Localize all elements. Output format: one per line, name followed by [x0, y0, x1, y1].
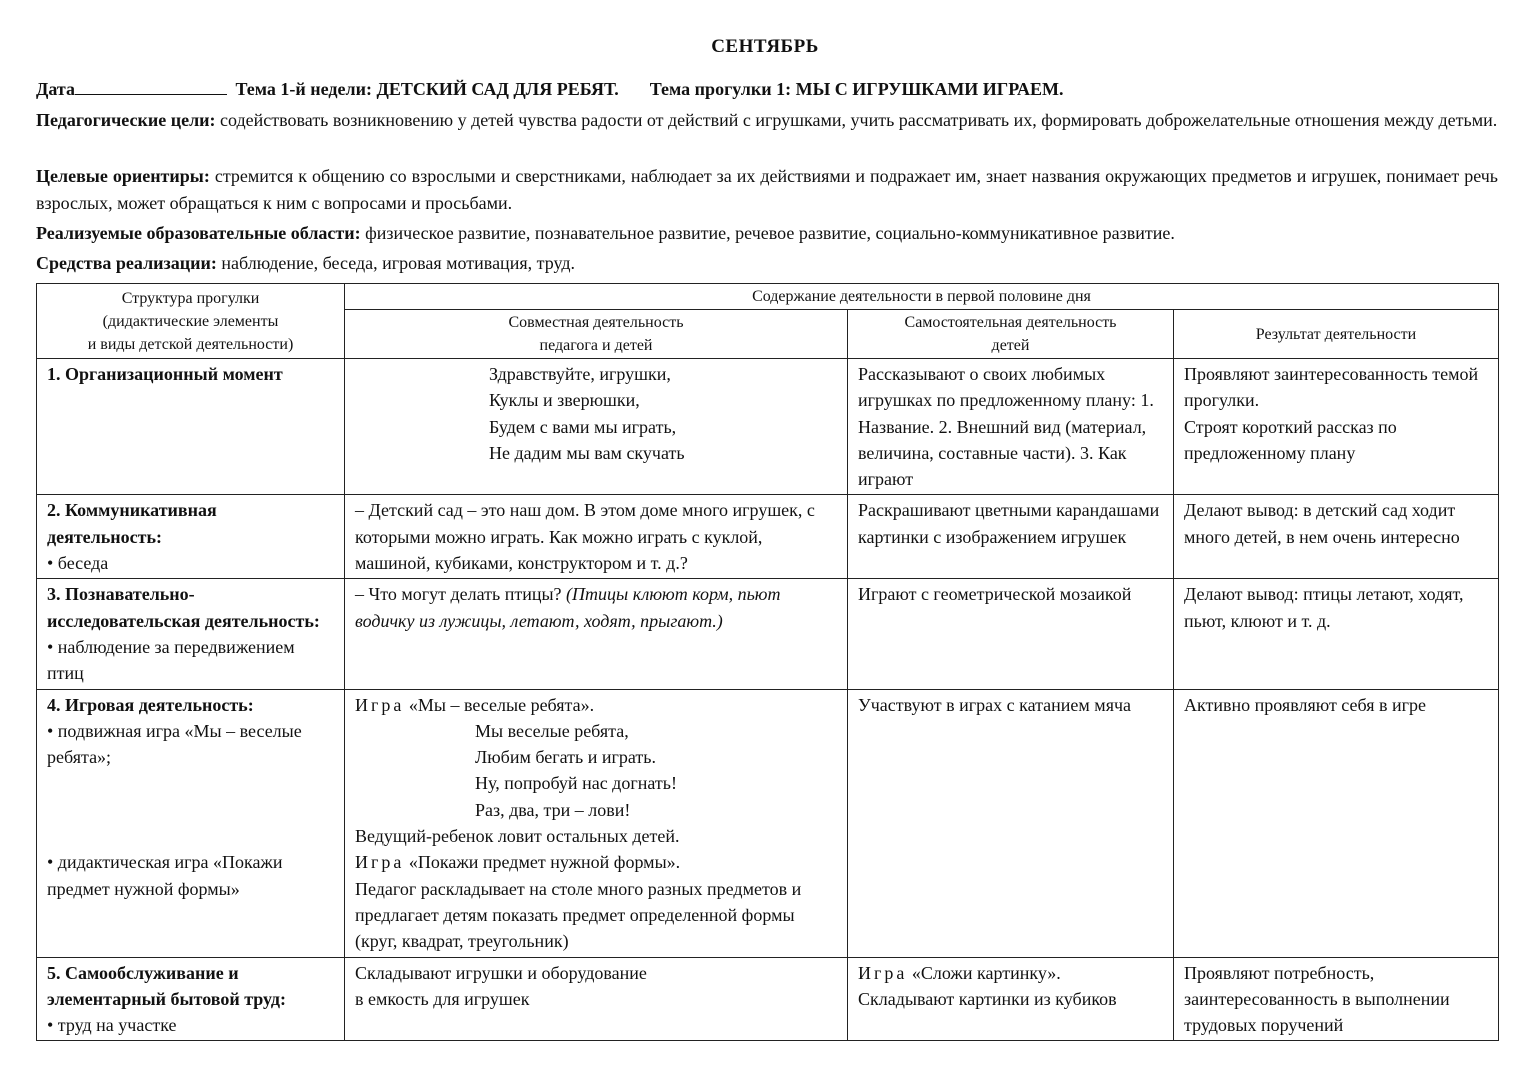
joint-answer: (Птицы клюют корм, пьют водичку из лужицы, летают, ходят, прыгают.) [355, 584, 781, 631]
structure-title: 3. Познавательно-исследовательская деятельность: [47, 584, 320, 631]
result-text: Делают вывод: птицы летают, ходят, пьют, клюют и т. д. [1184, 584, 1464, 631]
goals-label: Педагогические цели: [36, 110, 216, 130]
independent-text: Рассказывают о своих любимых игрушках по предложенному плану: 1. Название. 2. Внешний вид (материал, величина, составные части). 3. Как играют [858, 364, 1154, 490]
structure-cell [37, 359, 345, 495]
structure-cell [37, 957, 345, 1041]
structure-cell [37, 689, 345, 957]
structure-title: 5. Самообслуживание и элементарный бытовой труд: [47, 962, 287, 1009]
game2-name: «Покажи предмет нужной формы». [408, 852, 681, 873]
independent-heading [858, 960, 1163, 986]
greeting-poem: Здравствуйте, игрушки, Куклы и зверюшки, Будем с вами мы играть, Не дадим мы вам скучать [489, 364, 685, 463]
means-paragraph [36, 250, 1498, 277]
independent-cell [848, 957, 1174, 1041]
game2-heading [355, 849, 837, 875]
structure-title: 1. Организационный момент [47, 364, 283, 384]
independent-text: Участвуют в играх с катанием мяча [858, 694, 1132, 715]
independent-text: Раскрашивают цветными карандашами картинки с изображением игрушек [858, 500, 1160, 547]
independent-cell [848, 495, 1174, 579]
table-row [37, 957, 1499, 1041]
header-result: Результат деятельности [1174, 310, 1499, 359]
structure-item: • дидактическая игра «Покажи предмет нужной формы» [47, 852, 283, 899]
game2-text: Педагог раскладывает на столе много разных предметов и предлагает детям показать предмет определенной формы (круг, квадрат, треугольник) [355, 878, 802, 952]
means-text: наблюдение, беседа, игровая мотивация, труд. [221, 253, 575, 273]
page-title: СЕНТЯБРЬ [711, 36, 819, 57]
structure-title: 4. Игровая деятельность: [47, 694, 254, 715]
independent-name: «Сложи картинку». [911, 962, 1061, 983]
means-label: Средства реализации: [36, 253, 217, 273]
table-row [37, 689, 1499, 957]
independent-cell [848, 579, 1174, 689]
joint-question: – Что могут делать птицы? [355, 584, 567, 605]
game1-word: Игра [355, 694, 405, 715]
joint-cell [345, 579, 848, 689]
walk-theme-value: МЫ С ИГРУШКАМИ ИГРАЕМ. [795, 79, 1064, 99]
activity-table [36, 283, 1499, 1041]
targets-label: Целевые ориентиры: [36, 166, 210, 186]
game1-verse: Мы веселые ребята, Любим бегать и играть. Ну, попробуй нас догнать! Раз, два, три – лови! [475, 720, 677, 820]
joint-cell [345, 957, 848, 1041]
week-theme-label: Тема 1-й недели: [235, 79, 372, 99]
header-independent: Самостоятельная деятельность детей [848, 310, 1174, 359]
areas-paragraph [36, 220, 1498, 247]
joint-cell [345, 359, 848, 495]
table-row [37, 359, 1499, 495]
areas-text: физическое развитие, познавательное развитие, речевое развитие, социально-коммуникативное развитие. [365, 223, 1175, 243]
game1-name: «Мы – веселые ребята». [408, 694, 595, 715]
structure-item: • подвижная игра «Мы – веселые ребята»; [47, 720, 302, 768]
joint-cell [345, 689, 848, 957]
structure-item: • беседа [47, 553, 109, 574]
week-theme-value: ДЕТСКИЙ САД ДЛЯ РЕБЯТ. [376, 79, 619, 99]
structure-item: • труд на участке [47, 1015, 177, 1036]
independent-word: Игра [858, 962, 908, 983]
targets-paragraph [36, 163, 1498, 217]
result-cell [1174, 495, 1499, 579]
result-text: Активно проявляют себя в игре [1184, 694, 1426, 715]
goals-paragraph [36, 107, 1498, 134]
structure-item: • наблюдение за передвижением птиц [47, 636, 295, 684]
table-row [37, 495, 1499, 579]
joint-text: Складывают игрушки и оборудование в емкость для игрушек [355, 962, 647, 1009]
result-text: Делают вывод: в детский сад ходит много детей, в нем очень интересно [1184, 500, 1460, 547]
areas-label: Реализуемые образовательные области: [36, 223, 361, 243]
structure-title: 2. Коммуникативная деятельность: [47, 500, 217, 547]
result-cell [1174, 689, 1499, 957]
independent-cell [848, 689, 1174, 957]
independent-cell [848, 359, 1174, 495]
header-structure: Структура прогулки (дидактические элементы и виды детской деятельности) [37, 284, 345, 359]
header-joint: Совместная деятельность педагога и детей [345, 310, 848, 359]
header-content: Содержание деятельности в первой половине дня [345, 284, 1499, 310]
goals-text: содействовать возникновению у детей чувства радости от действий с игрушками, учить рассматривать их, формировать доброжелательные отношения между детьми. [220, 110, 1498, 130]
header-line [36, 76, 1498, 103]
date-blank [75, 77, 227, 95]
date-label: Дата [36, 79, 75, 99]
table-row [37, 579, 1499, 689]
game1-heading [355, 692, 837, 718]
game2-word: Игра [355, 852, 405, 873]
result-text: Проявляют заинтересованность темой прогулки. Строят короткий рассказ по предложенному плану [1184, 364, 1479, 463]
result-text: Проявляют потребность, заинтересованность в выполнении трудовых поручений [1184, 962, 1450, 1036]
independent-text: Складывают картинки из кубиков [858, 988, 1117, 1009]
structure-cell [37, 495, 345, 579]
structure-cell [37, 579, 345, 689]
targets-text: стремится к общению со взрослыми и сверстниками, наблюдает за их действиями и подражает им, знает названия окружающих предметов и игрушек, понимает речь взрослых, может обращаться к ним с вопросами и просьбами. [36, 166, 1499, 213]
result-cell [1174, 359, 1499, 495]
joint-text: – Детский сад – это наш дом. В этом доме много игрушек, с которыми можно играть. Как можно играть с куклой, машиной, кубиками, конструктором и т. д.? [355, 500, 815, 574]
game1-rule: Ведущий-ребенок ловит остальных детей. [355, 826, 680, 847]
walk-theme-label: Тема прогулки 1: [649, 79, 792, 99]
result-cell [1174, 957, 1499, 1041]
result-cell [1174, 579, 1499, 689]
joint-cell [345, 495, 848, 579]
independent-text: Играют с геометрической мозаикой [858, 584, 1132, 605]
